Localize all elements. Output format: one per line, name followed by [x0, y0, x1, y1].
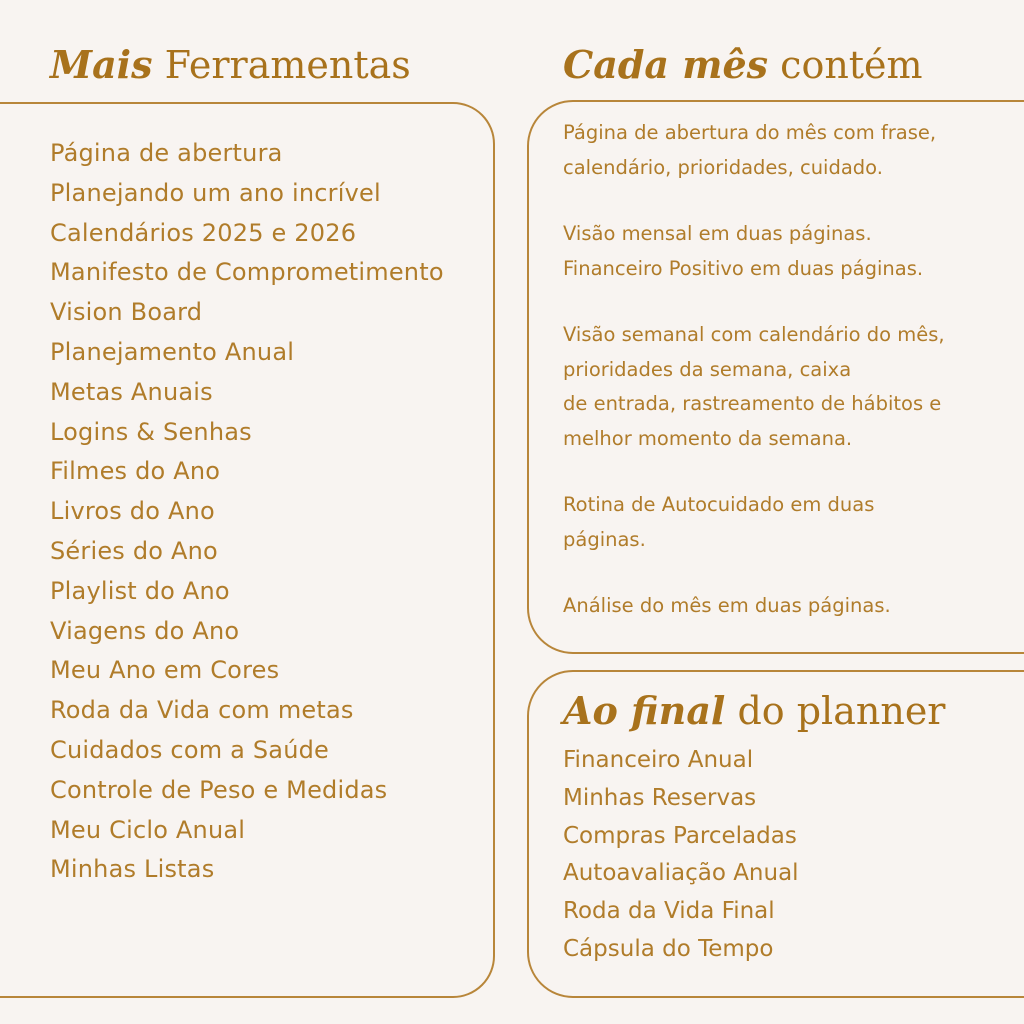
- month-paragraph-line: Análise do mês em duas páginas.: [563, 594, 891, 617]
- tools-list-item: Filmes do Ano: [50, 457, 221, 486]
- month-paragraph-line: Página de abertura do mês com frase,: [563, 121, 937, 144]
- final-list-item: Compras Parceladas: [563, 822, 797, 849]
- month-heading-rest: contém: [768, 43, 923, 87]
- tools-list-item: Planejando um ano incrível: [50, 178, 381, 207]
- tools-list-item: Vision Board: [50, 298, 203, 327]
- month-paragraph-line: páginas.: [563, 527, 646, 551]
- final-list-item: Autoavaliação Anual: [563, 860, 799, 887]
- tools-list: [50, 134, 444, 890]
- tools-list-item: Roda da Vida com metas: [50, 696, 354, 725]
- tools-heading-accent: Mais: [50, 42, 153, 87]
- month-paragraph-line: prioridades da semana, caixa: [563, 357, 852, 381]
- tools-heading-rest: Ferramentas: [152, 43, 411, 87]
- month-paragraph-line: Financeiro Positivo em duas páginas.: [563, 256, 924, 280]
- final-list: [563, 742, 799, 969]
- tools-list-item: Planejamento Anual: [50, 337, 295, 366]
- tools-list-item: Meu Ciclo Anual: [50, 815, 246, 844]
- month-paragraph-line: Visão semanal com calendário do mês,: [563, 323, 945, 346]
- month-paragraph: [563, 589, 1003, 624]
- tools-list-item: Controle de Peso e Medidas: [50, 775, 388, 804]
- month-paragraph-line: Rotina de Autocuidado em duas: [563, 493, 875, 516]
- month-paragraph-line: calendário, prioridades, cuidado.: [563, 155, 883, 179]
- month-paragraph: [563, 116, 1003, 185]
- tools-list-item: Livros do Ano: [50, 497, 215, 526]
- month-content: [563, 116, 1003, 656]
- tools-list-item: Playlist do Ano: [50, 576, 230, 605]
- month-paragraph-line: melhor momento da semana.: [563, 426, 853, 450]
- month-paragraph: [563, 217, 1003, 286]
- final-heading-accent: Ao final: [563, 688, 726, 733]
- tools-list-item: Viagens do Ano: [50, 616, 240, 645]
- tools-list-item: Manifesto de Comprometimento: [50, 258, 444, 287]
- tools-list-item: Meu Ano em Cores: [50, 656, 280, 685]
- tools-heading: [50, 42, 411, 87]
- tools-list-item: Minhas Listas: [50, 855, 215, 884]
- final-list-item: Cápsula do Tempo: [563, 935, 774, 962]
- month-heading: [563, 42, 923, 87]
- final-heading-rest: do planner: [725, 689, 946, 733]
- tools-list-item: Calendários 2025 e 2026: [50, 218, 357, 247]
- tools-list-item: Logins & Senhas: [50, 417, 252, 446]
- month-paragraph: [563, 488, 1003, 557]
- tools-list-item: Séries do Ano: [50, 536, 218, 565]
- month-paragraph-line: de entrada, rastreamento de hábitos e: [563, 392, 942, 415]
- final-heading: [563, 688, 946, 733]
- month-paragraph: [563, 318, 1003, 456]
- tools-list-item: Cuidados com a Saúde: [50, 735, 330, 764]
- final-list-item: Roda da Vida Final: [563, 898, 775, 925]
- month-paragraph-line: Visão mensal em duas páginas.: [563, 222, 872, 245]
- tools-list-item: Página de abertura: [50, 139, 283, 167]
- final-list-item: Minhas Reservas: [563, 784, 757, 811]
- tools-list-item: Metas Anuais: [50, 377, 213, 406]
- final-list-item: Financeiro Anual: [563, 747, 754, 773]
- month-heading-accent: Cada mês: [563, 42, 769, 87]
